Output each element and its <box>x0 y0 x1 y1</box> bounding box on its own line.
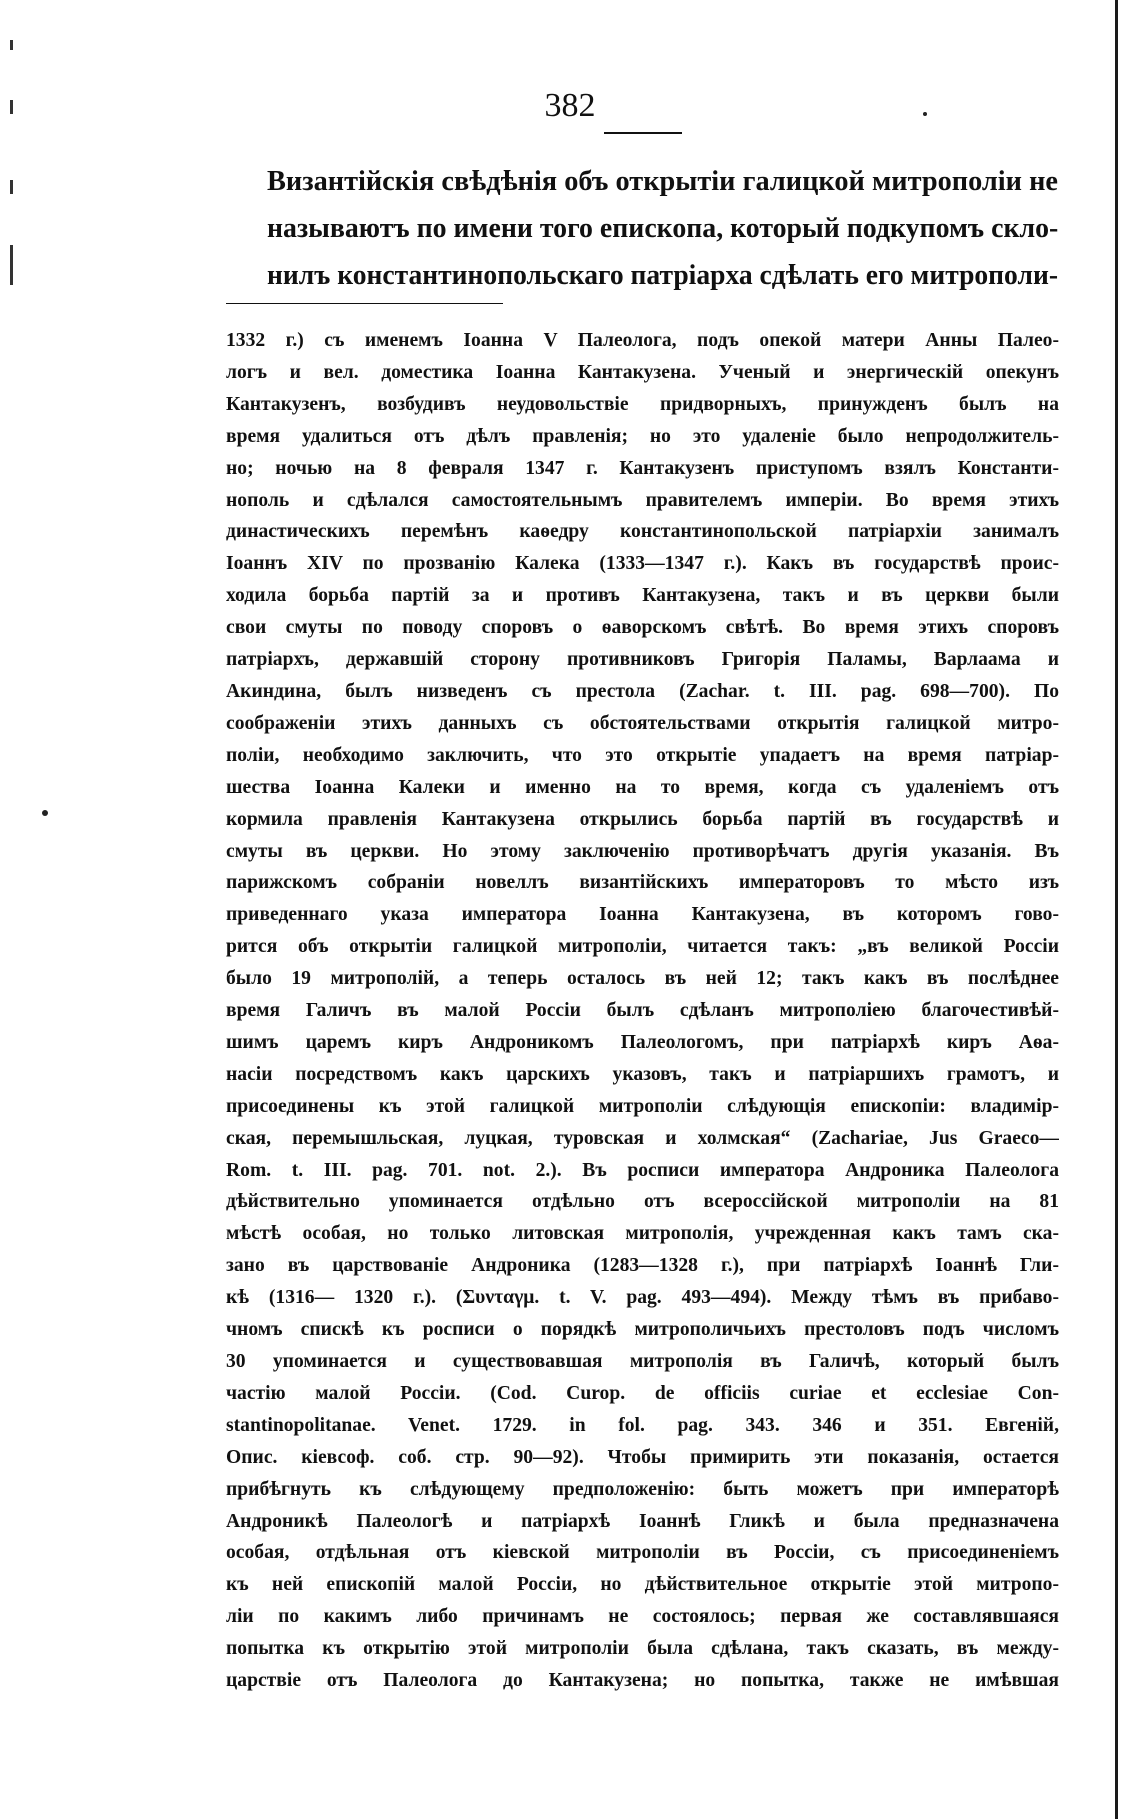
footnote-line: соображеніи этихъ данныхъ съ обстоятельствами открытія галицкой митро- <box>226 712 1059 734</box>
footnote-line: дѣйствительно упоминается отдѣльно отъ всероссійской митрополіи на 81 <box>226 1191 1059 1213</box>
scan-edge-line <box>1115 0 1118 1819</box>
footnote-line: приведеннаго указа императора Іоанна Кантакузена, въ которомъ гово- <box>226 904 1059 926</box>
footnote-line: династическихъ перемѣнъ каѳедру константинопольской патріархіи занималъ <box>226 521 1059 543</box>
scan-margin-mark <box>10 180 13 194</box>
footnote-line: было 19 митрополій, а теперь осталось въ ней 12; такъ какъ въ послѣднее <box>226 968 1059 990</box>
footnote-line: 30 упоминается и существовавшая митрополія въ Галичѣ, который былъ <box>226 1351 1059 1372</box>
footnote-line: время Галичъ въ малой Россіи былъ сдѣланъ митрополіею благочестивѣй- <box>226 1000 1059 1022</box>
footnote-line: stantinopolitanae. Venet. 1729. in fol. pag. 343. 346 и 351. Евгеній, <box>226 1414 1059 1436</box>
footnote-line: поліи, необходимо заключить, что это открытіе упадаетъ на время патріар- <box>226 744 1059 766</box>
footnote-line: но; ночью на 8 февраля 1347 г. Кантакузенъ приступомъ взялъ Константи- <box>226 457 1059 479</box>
footnote-line: время удалиться отъ дѣлъ правленія; но это удаленіе было непродолжитель- <box>226 425 1059 447</box>
footnote-line: Rom. t. III. pag. 701. not. 2.). Въ росписи императора Андроника Палеолога <box>226 1159 1059 1181</box>
page-number: 382 <box>544 87 596 124</box>
footnote-line: 1332 г.) съ именемъ Іоанна V Палеолога, подъ опекой матери Анны Палео- <box>226 330 1059 351</box>
footnote-separator <box>226 303 503 304</box>
footnote-line: мѣстѣ особая, но только литовская митрополія, учрежденная какъ тамъ ска- <box>226 1223 1059 1245</box>
footnote-line: кѣ (1316— 1320 г.). (Συνταγμ. t. V. pag. 493—494). Между тѣмъ въ прибаво- <box>226 1287 1059 1309</box>
footnote-line: ская, перемышльская, луцкая, туровская и холмская“ (Zachariae, Jus Graeco— <box>226 1127 1059 1149</box>
footnote-line: шимъ царемъ киръ Андроникомъ Палеологомъ, при патріархѣ киръ Аѳа- <box>226 1031 1059 1053</box>
footnote-line: частію малой Россіи. (Cod. Curop. de officiis curiae et ecclesiae Con- <box>226 1382 1059 1404</box>
footnote-line: рится объ открытіи галицкой митрополіи, читается такъ: „въ великой Россіи <box>226 936 1059 958</box>
footnote-line: свои смуты по поводу споровъ о ѳаворскомъ свѣтѣ. Во время этихъ споровъ <box>226 617 1059 639</box>
footnote-line: зано въ царствованіе Андроника (1283—1328 г.), при патріархѣ Іоаннѣ Гли- <box>226 1255 1059 1277</box>
footnote-line: прибѣгнуть къ слѣдующему предположенію: быть можетъ при императорѣ <box>226 1478 1059 1500</box>
footnote-line: царствіе отъ Палеолога до Кантакузена; но попытка, также не имѣвшая <box>226 1670 1059 1692</box>
footnote-line: присоединены къ этой галицкой митрополіи слѣдующія епископіи: владимір- <box>226 1095 1059 1117</box>
footnote-line: патріархъ, державшій сторону противниковъ Григорія Паламы, Варлаама и <box>226 649 1059 671</box>
page-number-underline <box>604 132 682 134</box>
footnote-line: смуты въ церкви. Но этому заключенію противорѣчатъ другія указанія. Въ <box>226 840 1059 862</box>
footnote-line: парижскомъ собраніи новеллъ византійскихъ императоровъ то мѣсто изъ <box>226 872 1059 894</box>
footnote-line: попытка къ открытію этой митрополіи была сдѣлана, такъ сказать, въ между- <box>226 1638 1059 1660</box>
footnote-line: ходила борьба партій за и противъ Кантакузена, такъ и въ церкви были <box>226 585 1059 607</box>
footnote-line: Андроникѣ Палеологѣ и патріархѣ Іоаннѣ Гликѣ и была предназначена <box>226 1510 1059 1532</box>
footnote-line: ліи по какимъ либо причинамъ не состоялось; первая же составлявшаяся <box>226 1606 1059 1628</box>
footnote <box>226 325 1059 1697</box>
footnote-line: нополь и сдѣлался самостоятельнымъ правителемъ имперіи. Во время этихъ <box>226 489 1059 511</box>
footnote-line: логъ и вел. доместика Іоанна Кантакузена. Ученый и энергическій опекунъ <box>226 361 1059 383</box>
footnote-line: Опис. кіевсоф. соб. стр. 90—92). Чтобы примирить эти показанія, остается <box>226 1446 1059 1468</box>
footnote-line: чномъ спискѣ къ росписи о порядкѣ митрополичьихъ престоловъ подъ числомъ <box>226 1319 1059 1341</box>
main-text <box>267 158 1058 299</box>
footnote-line: Іоаннъ XIV по прозванію Калека (1333—1347 г.). Какъ въ государствѣ проис- <box>226 553 1059 575</box>
footnote-line: насіи посредствомъ какъ царскихъ указовъ, такъ и патріаршихъ грамотъ, и <box>226 1063 1059 1085</box>
footnote-line: Кантакузенъ, возбудивъ неудовольствіе придворныхъ, принужденъ былъ на <box>226 393 1059 415</box>
scan-dot <box>42 810 48 816</box>
footnote-line: Акиндина, былъ низведенъ съ престола (Zachar. t. III. pag. 698—700). По <box>226 680 1059 702</box>
main-text-line: нилъ константинопольскаго патріарха сдѣлать его митрополи- <box>267 260 1058 291</box>
footnote-line: кормила правленія Кантакузена открылись борьба партій въ государствѣ и <box>226 808 1059 830</box>
main-text-line: называютъ по имени того епископа, который подкупомъ скло- <box>267 213 1059 244</box>
footnote-line: къ ней епископій малой Россіи, но дѣйствительное открытіе этой митропо- <box>226 1574 1059 1596</box>
scan-margin-mark <box>10 245 13 285</box>
footnote-line: особая, отдѣльная отъ кіевской митрополіи въ Россіи, съ присоединеніемъ <box>226 1542 1059 1564</box>
main-text-line: Византійскія свѣдѣнія объ открытіи галицкой митрополіи не <box>267 166 1058 197</box>
footnote-line: шества Іоанна Калеки и именно на то время, когда съ удаленіемъ отъ <box>226 776 1059 798</box>
scan-margin-mark <box>10 40 13 50</box>
